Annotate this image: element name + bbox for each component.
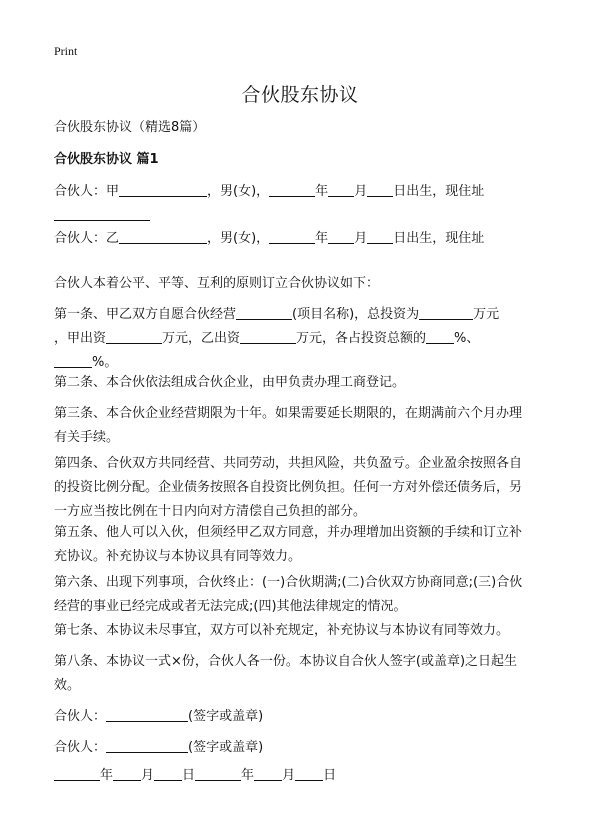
party-a-percent-blank	[426, 329, 454, 344]
signature-line-2	[54, 736, 550, 760]
partner-1-address-line	[54, 204, 550, 228]
party-a-investment-blank	[106, 329, 162, 344]
print-label: Print	[54, 44, 78, 58]
article-1-text-a: 第一条、甲乙双方自愿合伙经营	[54, 307, 237, 322]
partner-2-year-blank	[269, 229, 315, 244]
partner-2-day-blank	[367, 229, 393, 244]
article-6-line-2: 经营的事业已经完成或者无法完成;(四)其他法律规定的情况。	[54, 599, 407, 614]
partner-1-line	[54, 180, 550, 204]
article-4-line-2: 的投资比例分配。企业债务按照各自投资比例负担。任何一方对外偿还债务后，另	[54, 480, 523, 495]
section-heading: 合伙股东协议 篇1	[54, 152, 159, 167]
article-1-text-d: ，甲出资	[54, 331, 107, 346]
partner-2-name-blank	[119, 229, 207, 244]
date-1-day-blank	[154, 766, 182, 781]
intro-paragraph: 合伙人本着公平、平等、互利的原则订立合伙协议如下：	[54, 276, 380, 291]
partner-1-gender: ，男(女)，	[207, 184, 270, 199]
partner-1-prefix: 合伙人：甲	[54, 184, 120, 199]
article-1-text-f: 万元，各占投资总额的	[296, 331, 427, 346]
article-2: 第二条、本合伙依法组成合伙企业，由甲负责办理工商登记。	[54, 375, 406, 390]
partner-1-month-label: 月	[354, 184, 368, 199]
date-2-month-label: 月	[282, 768, 296, 783]
article-5-line-2: 充协议。补充协议与本协议具有同等效力。	[54, 549, 302, 564]
signature-2-note: (签字或盖章)	[188, 740, 264, 755]
article-3-line-2: 有关手续。	[54, 430, 120, 445]
partner-1-name-blank	[119, 182, 207, 197]
party-b-investment-blank	[240, 329, 296, 344]
date-1-year-blank	[54, 766, 100, 781]
date-line	[54, 764, 550, 788]
partner-1-address-blank	[54, 206, 150, 221]
article-7: 第七条、本协议未尽事宜，双方可以补充规定，补充协议与本协议有同等效力。	[54, 623, 510, 638]
partner-1-day-label: 日出生，现住址	[393, 184, 485, 199]
partner-2-gender: ，男(女)，	[207, 231, 270, 246]
article-1-text-c: 万元	[473, 307, 500, 322]
project-name-blank	[236, 305, 292, 320]
signature-2-blank	[106, 738, 188, 753]
partner-1-month-blank	[328, 182, 354, 197]
partner-1-year-blank	[269, 182, 315, 197]
date-1-month-label: 月	[141, 768, 155, 783]
article-3-line-1: 第三条、本合伙企业经营期限为十年。如果需要延长期限的，在期满前六个月办理	[54, 406, 523, 421]
article-1-text-g: %、	[454, 331, 480, 346]
article-8-line-1: 第八条、本协议一式×份，合伙人各一份。本协议自合伙人签字(或盖章)之日起生	[54, 654, 518, 669]
signature-1-label: 合伙人：	[54, 709, 107, 724]
signature-1-note: (签字或盖章)	[188, 709, 264, 724]
article-1-text-b: (项目名称)，总投资为	[292, 307, 420, 322]
date-1-month-blank	[113, 766, 141, 781]
partner-1-year-label: 年	[315, 184, 329, 199]
partner-2-line	[54, 227, 550, 251]
signature-2-label: 合伙人：	[54, 740, 107, 755]
date-2-day-label: 日	[323, 768, 337, 783]
signature-1-blank	[106, 707, 188, 722]
partner-2-month-blank	[328, 229, 354, 244]
date-1-year-label: 年	[100, 768, 114, 783]
date-1-day-label: 日	[182, 768, 196, 783]
partner-2-year-label: 年	[315, 231, 329, 246]
article-4-line-3: 一方应当按比例在十日内向对方清偿自己负担的部分。	[54, 504, 367, 519]
document-title: 合伙股东协议	[241, 84, 359, 106]
date-2-month-blank	[254, 766, 282, 781]
partner-2-day-label: 日出生，现住址	[393, 231, 485, 246]
total-investment-blank	[419, 305, 473, 320]
partner-2-month-label: 月	[354, 231, 368, 246]
article-5-line-1: 第五条、他人可以入伙，但须经甲乙双方同意，并办理增加出资额的手续和订立补	[54, 525, 523, 540]
article-8-line-2: 效。	[54, 678, 81, 693]
article-1-line-2	[54, 327, 550, 351]
article-4-line-1: 第四条、合伙双方共同经营、共同劳动，共担风险，共负盈亏。企业盈余按照各自	[54, 456, 523, 471]
date-2-year-label: 年	[241, 768, 255, 783]
partner-1-day-blank	[367, 182, 393, 197]
article-1-line-1	[54, 303, 550, 327]
party-b-percent-blank	[54, 353, 92, 368]
document-subtitle: 合伙股东协议（精选8篇）	[54, 120, 206, 135]
partner-2-prefix: 合伙人：乙	[54, 231, 120, 246]
date-2-year-blank	[195, 766, 241, 781]
article-1-text-e: 万元，乙出资	[162, 331, 241, 346]
date-2-day-blank	[295, 766, 323, 781]
signature-line-1	[54, 705, 550, 729]
article-1-text-h: %。	[92, 355, 118, 370]
article-6-line-1: 第六条、出现下列事项，合伙终止：(一)合伙期满;(二)合伙双方协商同意;(三)合伙	[54, 575, 523, 590]
